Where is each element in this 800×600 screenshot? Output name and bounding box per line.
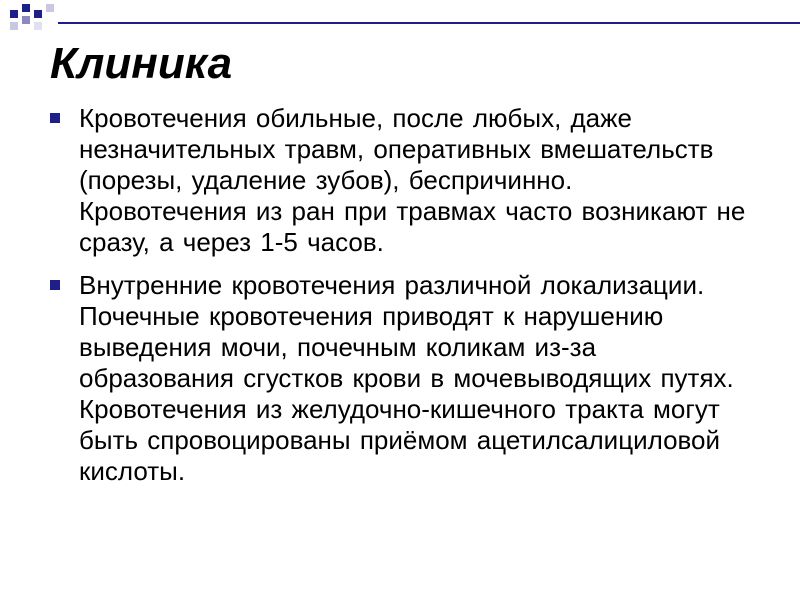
list-item [48, 270, 748, 487]
square-bullet-icon [50, 113, 60, 123]
checker-decoration [0, 0, 60, 40]
list-item [48, 103, 748, 258]
slide-title: Клиника [50, 39, 233, 88]
bullet-list [48, 103, 748, 499]
bullet-text: Внутренние кровотечения различной локализации. Почечные кровотечения приводят к нарушению выведения мочи, почечным коликам из-за образования сгустков крови в мочевыводящих путях. Кровотечения из желудочно-кишечного тракта могут быть спровоцированы приёмом ацетилсалициловой кислоты. [79, 270, 734, 486]
bullet-text: Кровотечения обильные, после любых, даже незначительных травм, оперативных вмешательств (порезы, удаление зубов), беспричинно. Кровотечения из ран при травмах часто возникают не сразу, а через 1-5 часов. [79, 103, 746, 257]
title-rule [58, 22, 800, 24]
square-bullet-icon [50, 280, 60, 290]
